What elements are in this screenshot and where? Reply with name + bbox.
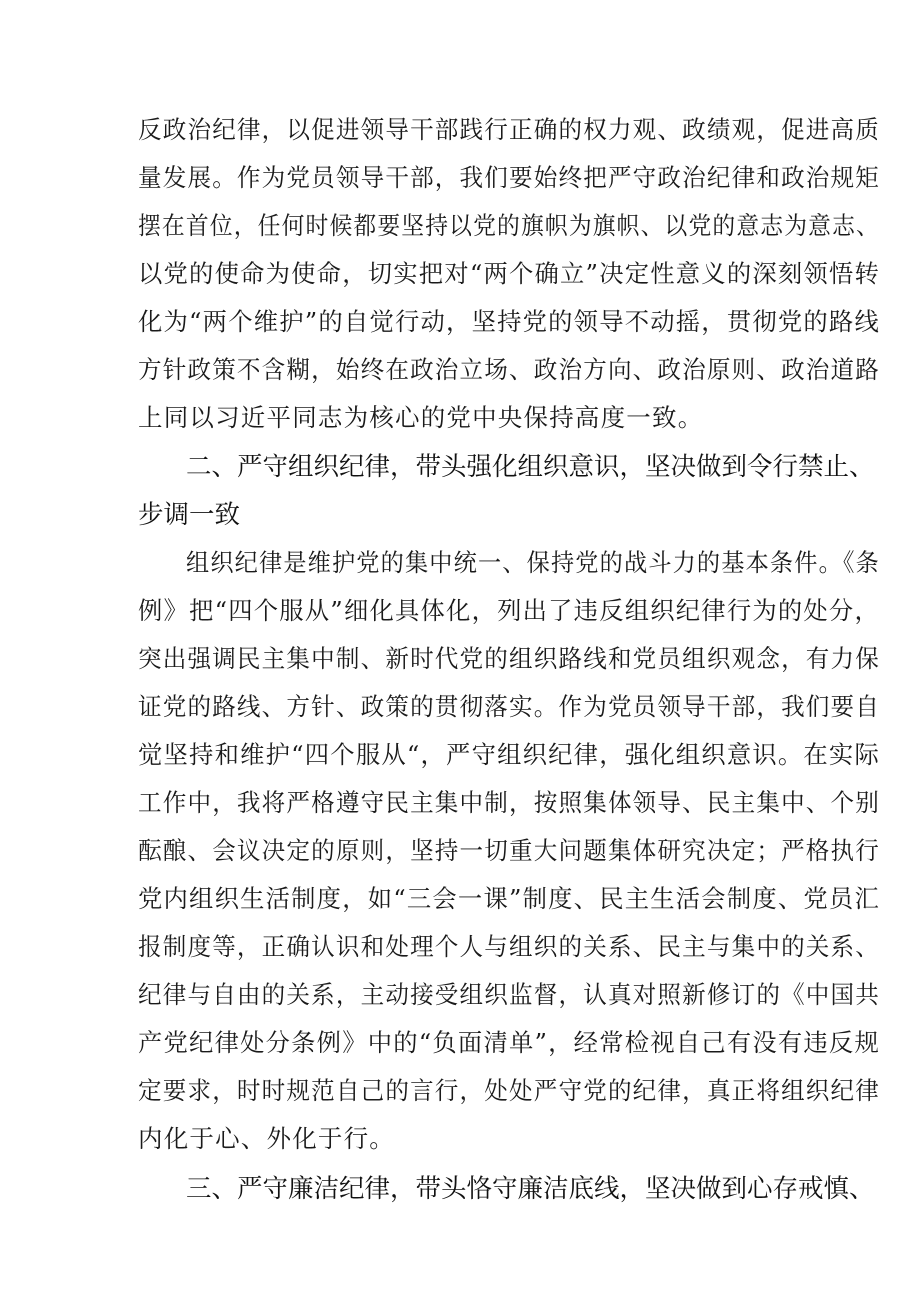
heading-line: 三、严守廉洁纪律，带头恪守廉洁底线，坚决做到心存戒慎、 [186,1174,875,1204]
text-line: 以党的使命为使命，切实把对“两个确立”决定性意义的深刻领悟转 [138,259,880,288]
text-line: 化为“两个维护”的自觉行动，坚持党的领导不动摇，贯彻党的路线 [138,307,880,336]
text-line: 上同以习近平同志为核心的党中央保持高度一致。 [138,403,704,432]
text-line: 证党的路线、方针、政策的贯彻落实。作为党员领导干部，我们要自 [138,692,881,721]
text-line: 组织纪律是维护党的集中统一、保持党的战斗力的基本条件。《条 [186,548,880,577]
text-line: 产党纪律处分条例》中的“负面清单”，经常检视自己有没有违反规 [138,1028,880,1057]
text-line: 定要求，时时规范自己的言行，处处严守党的纪律，真正将组织纪律 [138,1076,881,1105]
text-line: 纪律与自由的关系，主动接受组织监督，认真对照新修订的《中国共 [138,980,881,1009]
heading-line: 步调一致 [138,500,241,530]
text-line: 内化于心、外化于行。 [138,1124,395,1153]
text-line: 党内组织生活制度，如“三会一课”制度、民主生活会制度、党员汇 [138,884,880,913]
text-line: 突出强调民主集中制、新时代党的组织路线和党员组织观念，有力保 [138,644,881,673]
text-line: 酝酿、会议决定的原则，坚持一切重大问题集体研究决定；严格执行 [138,836,881,865]
text-line: 量发展。作为党员领导干部，我们要始终把严守政治纪律和政治规矩 [138,163,881,192]
text-line: 反政治纪律，以促进领导干部践行正确的权力观、政绩观，促进高质 [138,115,881,144]
text-line: 觉坚持和维护“四个服从“，严守组织纪律，强化组织意识。在实际 [138,740,880,769]
text-line: 例》把“四个服从”细化具体化，列出了违反组织纪律行为的处分， [138,596,880,625]
text-line: 工作中，我将严格遵守民主集中制，按照集体领导、民主集中、个别 [138,788,881,817]
text-line: 摆在首位，任何时候都要坚持以党的旗帜为旗帜、以党的意志为意志、 [138,211,880,240]
text-line: 报制度等，正确认识和处理个人与组织的关系、民主与集中的关系、 [138,932,881,961]
heading-line: 二、严守组织纪律，带头强化组织意识，坚决做到令行禁止、 [186,452,875,482]
text-line: 方针政策不含糊，始终在政治立场、政治方向、政治原则、政治道路 [138,355,881,384]
